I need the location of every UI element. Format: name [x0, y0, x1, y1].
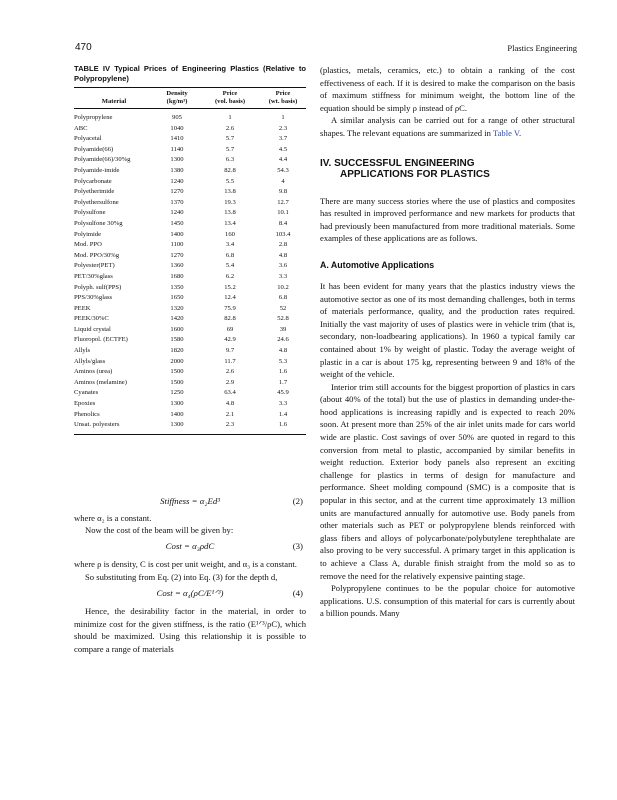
paragraph-interior-trim: Interior trim still accounts for the biggest proportion of plastics in cars (about 40% of the total) but the use of plastics in demanding under-the-hood applications is increasing rapidly and is expected to reach 20% soon. At present more than 25% of the air inlet units made for cars world wide are plastic. Cost savings of over 50% are quoted in regard to this conversion from metal to plastic, accompanied by similar benefits in weight reduction. Exterior body panels also represent an exciting challenge for plastics in terms of design for manufacture and performance. Sheet molding compound (SMC) is a composite that is popular in this sector, and at the current time approximately 13 million units are manufactured annually for automotive use. Body panels from other materials such as PET or polypropylene blends reinforced with glass fibers and alloys of polycarbonate/polybutylene terephthalate are also proving to be very successful. A primary target in this application is to achieve a Class A, durable finish straight from the mold so as to remove the need for the relatively expensive painting stage.: [320, 381, 575, 581]
table-row: [74, 399, 306, 410]
table-cell: 6.2: [225, 272, 235, 280]
table-cell: 4.5: [278, 145, 288, 153]
table-cell: 9.8: [278, 188, 288, 196]
table-row: [74, 304, 306, 315]
paragraph-where-rho: where ρ is density, C is cost per unit weight, and α₃ is a constant.: [74, 559, 297, 569]
table-cell: Polysulfone: [74, 209, 106, 217]
paragraph-polypropylene: Polypropylene continues to be the popular choice for automotive applications. U.S. consumption of this material for cars is currently about a billion pounds. Many: [320, 583, 575, 619]
table-cell: 1: [281, 114, 285, 121]
table-cell: Polyacetal: [74, 135, 102, 143]
table-cell: Polysulfone 30%g: [74, 219, 123, 227]
table-cell: 39: [279, 325, 287, 333]
table-cell: Epoxies: [74, 400, 96, 408]
table-cell: 3.7: [278, 135, 288, 143]
table-cell: 6.8: [278, 294, 288, 302]
table-cell: 1.7: [278, 378, 288, 386]
table-cell: 1410: [170, 135, 184, 143]
table-cell: 4: [281, 177, 285, 185]
table-row: [74, 109, 306, 124]
table-row: [74, 378, 306, 389]
table-cell: 1350: [170, 283, 184, 291]
table-cell: 12.4: [224, 294, 236, 302]
section-heading: [320, 158, 575, 181]
table-cell: 5.7: [225, 145, 235, 153]
similar-analysis-end: .: [519, 127, 522, 138]
table-cell: 5.3: [278, 357, 288, 365]
table-cell: 1040: [170, 124, 184, 132]
table-cell: Aminos (urea): [74, 368, 113, 376]
table-row: [74, 230, 306, 241]
table-cell: 2.6: [225, 368, 235, 376]
table-cell: 2.3: [225, 421, 235, 429]
table-cell: 4.8: [278, 251, 288, 259]
table-row: [74, 208, 306, 219]
table-row: [74, 335, 306, 346]
table-cell: 10.1: [277, 209, 289, 217]
table-cell: 1270: [170, 188, 184, 196]
table-cell: Fluoropol. (ECTFE): [74, 336, 128, 344]
equation-2-number: (2): [292, 495, 303, 506]
table-row: [74, 388, 306, 399]
table-cell: 1300: [170, 400, 184, 408]
table-cell: Allyls/glass: [74, 357, 106, 365]
table-cell: 12.7: [277, 198, 289, 206]
table-row: [74, 219, 306, 230]
table-cell: Cyanates: [74, 389, 99, 397]
column-header-line2: Material: [101, 98, 127, 105]
table-cell: PET/30%glass: [74, 272, 113, 280]
table-cell: 2.9: [225, 378, 235, 386]
table-cell: 3.6: [278, 262, 288, 270]
table-cell: 82.8: [224, 315, 236, 323]
table-body: [74, 109, 306, 435]
price-table: [74, 87, 306, 435]
table-column-header: [260, 88, 306, 109]
table-cell: 103.4: [275, 230, 291, 238]
equation-4-expr: Cost = α₄(ρC/E¹ᐟ³): [156, 588, 224, 599]
table-row: [74, 145, 306, 156]
table-cell: 4.8: [225, 400, 235, 408]
table-cell: Polyamide(66)/30%g: [74, 156, 131, 164]
table-row: [74, 410, 306, 421]
table-cell: 1300: [170, 156, 184, 164]
table-cell: 5.7: [225, 135, 235, 143]
table-cell: Polycarbonate: [74, 177, 112, 185]
table-cell: 1580: [170, 336, 184, 344]
table-cell: 1140: [170, 145, 184, 153]
subsection-heading: A. Automotive Applications: [320, 259, 435, 270]
table-cell: 54.3: [277, 166, 289, 174]
paragraph-success-stories: There are many success stories where the use of plastics and composites has resulted in improved performance and new markets for products that had previously been manufactured from more traditional materials. Some examples of these applications are as follows.: [320, 195, 575, 244]
table-cell: 1380: [170, 166, 184, 174]
equation-3-expr: Cost = α₃ρdC: [165, 541, 215, 551]
table-cell: Polyamide(66): [74, 145, 114, 153]
paragraph-where-alpha2: where α₂ is a constant.: [74, 512, 152, 523]
equation-3: [74, 540, 306, 553]
column-header-line1: Price: [222, 90, 238, 97]
table-cell: Aminos (melamine): [74, 378, 127, 386]
table-cell: 1600: [170, 325, 184, 333]
table-cell: Polyamide-imide: [74, 166, 120, 174]
table-cell: 15.2: [224, 283, 236, 291]
table-cell: 1270: [170, 251, 184, 259]
table-cell: 24.6: [277, 336, 289, 344]
table-cell: 160: [225, 230, 235, 238]
table-row: [74, 357, 306, 368]
paragraph-automotive-sector: It has been evident for many years that the plastics industry views the automotive sector as one of its most demanding challenges, both in terms of materials performance, quality, and the production rates required. Initially the vast majority of uses of plastics were in vehicle trim (that is, secondary, non-loadbearing applications). In 1960 a typical family car contained about 1% by weight of plastic. Today the average weight of plastic in a car is about 175 kg, representing between 9 and 18% of the weight of the vehicle.: [320, 280, 575, 380]
table-row: [74, 166, 306, 177]
table-cell: 1240: [170, 209, 184, 217]
similar-analysis-text: A similar analysis can be carried out for a range of other structural shapes. The relevant equations are summarized in: [320, 115, 575, 138]
table-cell: 1.6: [278, 368, 288, 376]
table-cell: 1500: [170, 368, 184, 376]
table-cell: 4.8: [278, 347, 288, 355]
table-cell: 1100: [170, 241, 184, 249]
table-cell: 6.3: [225, 156, 235, 164]
table-row: [74, 251, 306, 262]
table-cell: 69: [226, 325, 234, 333]
table-column-header: [74, 88, 154, 109]
table-column-header: [154, 88, 200, 109]
table-cell: Polyethersulfone: [74, 198, 119, 206]
table-row: [74, 240, 306, 251]
table-cell: PEEK: [74, 304, 91, 312]
table-cell: 42.9: [224, 336, 236, 344]
table-row: [74, 187, 306, 198]
table-cell: 3.4: [225, 241, 235, 249]
table-row: [74, 314, 306, 325]
table-cell: 8.4: [278, 219, 288, 227]
table-cell: 75.9: [224, 304, 236, 312]
page-number: 470: [75, 42, 92, 53]
table-row: [74, 293, 306, 304]
equation-2-expr: Stiffness = α₂Ed³: [160, 495, 220, 506]
table-cell: Polyetherimide: [74, 188, 115, 196]
table-cell: 5.4: [225, 262, 235, 270]
table-cell: 1: [228, 114, 232, 121]
section-heading-line2: APPLICATIONS FOR PLASTICS: [340, 169, 490, 181]
table-cell: 1.4: [278, 410, 288, 418]
table-cell: Unsat. polyesters: [74, 421, 120, 429]
column-header-line1: Price: [275, 90, 291, 97]
table-cell: ABC: [74, 124, 88, 132]
table-cell: 63.4: [224, 389, 236, 397]
table-column-header: [200, 88, 260, 109]
table-cell: 1240: [170, 177, 184, 185]
table-cell: 1250: [170, 389, 184, 397]
table-cell: 1400: [170, 410, 184, 418]
table-cell: Allyls: [74, 347, 91, 355]
equation-2: [74, 495, 306, 508]
table-cell: Polypropylene: [74, 114, 113, 121]
paragraph-similar-analysis: [320, 114, 575, 139]
table-cell: 1400: [170, 230, 184, 238]
table-row: [74, 261, 306, 272]
table-cell: 45.9: [277, 389, 289, 397]
table-cell: 1370: [170, 198, 184, 206]
table-cell: PEEK/30%C: [74, 315, 109, 323]
equation-4-number: (4): [292, 588, 303, 599]
table-cell: 1820: [170, 347, 184, 355]
table-row: [74, 124, 306, 135]
equation-3-number: (3): [292, 541, 303, 551]
table-row: [74, 283, 306, 294]
section-heading-line1: IV. SUCCESSFUL ENGINEERING: [320, 157, 475, 169]
table-cell: 3.3: [278, 272, 288, 280]
table-cell: 13.8: [224, 209, 236, 217]
column-header-line2: (vol. basis): [214, 98, 246, 105]
table-cell: 11.7: [224, 357, 236, 365]
left-column: [74, 64, 306, 656]
table-cell: 2.3: [278, 124, 288, 132]
table-cell: 1420: [170, 315, 184, 323]
table-row: [74, 367, 306, 378]
table-cell: Phenolics: [74, 410, 100, 418]
table-cell: 1360: [170, 262, 184, 270]
table-v-link[interactable]: Table V: [492, 127, 519, 138]
running-title: Plastics Engineering: [507, 43, 577, 53]
table-cell: 1680: [170, 272, 184, 280]
table-row: [74, 155, 306, 166]
table-caption: TABLE IV Typical Prices of Engineering Plastics (Relative to Polypropylene): [74, 64, 306, 83]
paragraph-substituting: So substituting from Eq. (2) into Eq. (3) for the depth d,: [85, 571, 278, 582]
column-header-line2: (kg/m³): [166, 98, 188, 105]
table-row: [74, 272, 306, 283]
table-cell: 2.8: [278, 241, 288, 249]
column-header-line1: Density: [166, 90, 188, 97]
table-cell: 1500: [170, 378, 184, 386]
table-cell: 4.4: [278, 156, 288, 164]
table-row: [74, 325, 306, 336]
table-cell: 13.8: [224, 188, 236, 196]
table-cell: 1.6: [278, 421, 288, 429]
right-column: [320, 64, 575, 620]
paragraph-desirability: Hence, the desirability factor in the material, in order to minimize cost for the given stiffness, is the ratio (E¹ᐟ³/ρC), which should be maximized. Using this relationship it is possible to compare a range of materials: [74, 606, 306, 654]
table-cell: Polyimide: [74, 230, 102, 238]
table-cell: 1450: [170, 219, 184, 227]
table-cell: 52.8: [277, 315, 289, 323]
table-row: [74, 420, 306, 434]
paragraph-plastics-metals: (plastics, metals, ceramics, etc.) to obtain a ranking of the cost effectiveness of each. If it is desired to make the comparison on the basis of maximum stiffness for minimum weight, the bottom line of the equation should be simply ρ instead of ρC.: [320, 65, 575, 113]
table-cell: 3.3: [278, 400, 288, 408]
table-cell: 52: [279, 304, 287, 312]
equation-4: [74, 587, 306, 600]
table-cell: 2.6: [225, 124, 235, 132]
table-cell: 1650: [170, 294, 184, 302]
table-row: [74, 134, 306, 145]
table-cell: 9.7: [225, 347, 235, 355]
table-cell: 13.4: [224, 219, 236, 227]
table-cell: PPS/30%glass: [74, 294, 113, 302]
table-cell: Liquid crystal: [74, 325, 111, 333]
table-cell: 1300: [170, 421, 184, 429]
table-row: [74, 177, 306, 188]
table-cell: 5.5: [225, 177, 235, 185]
table-cell: Mod. PPO/30%g: [74, 251, 120, 259]
table-cell: Mod. PPO: [74, 241, 102, 249]
table-cell: 19.3: [224, 198, 236, 206]
table-cell: Polyester(PET): [74, 262, 115, 270]
table-cell: 905: [172, 114, 182, 121]
table-cell: 2.1: [225, 410, 235, 418]
paragraph-cost-beam: Now the cost of the beam will be given by:: [85, 525, 234, 536]
table-cell: 82.8: [224, 166, 236, 174]
table-cell: 2000: [170, 357, 184, 365]
table-cell: 1320: [170, 304, 184, 312]
table-row: [74, 346, 306, 357]
table-cell: 10.2: [277, 283, 289, 291]
table-cell: Polyph. sulf(PPS): [74, 283, 122, 291]
table-row: [74, 198, 306, 209]
table-header: [74, 88, 306, 109]
table-cell: 6.8: [225, 251, 235, 259]
column-header-line2: (wt. basis): [268, 98, 298, 105]
